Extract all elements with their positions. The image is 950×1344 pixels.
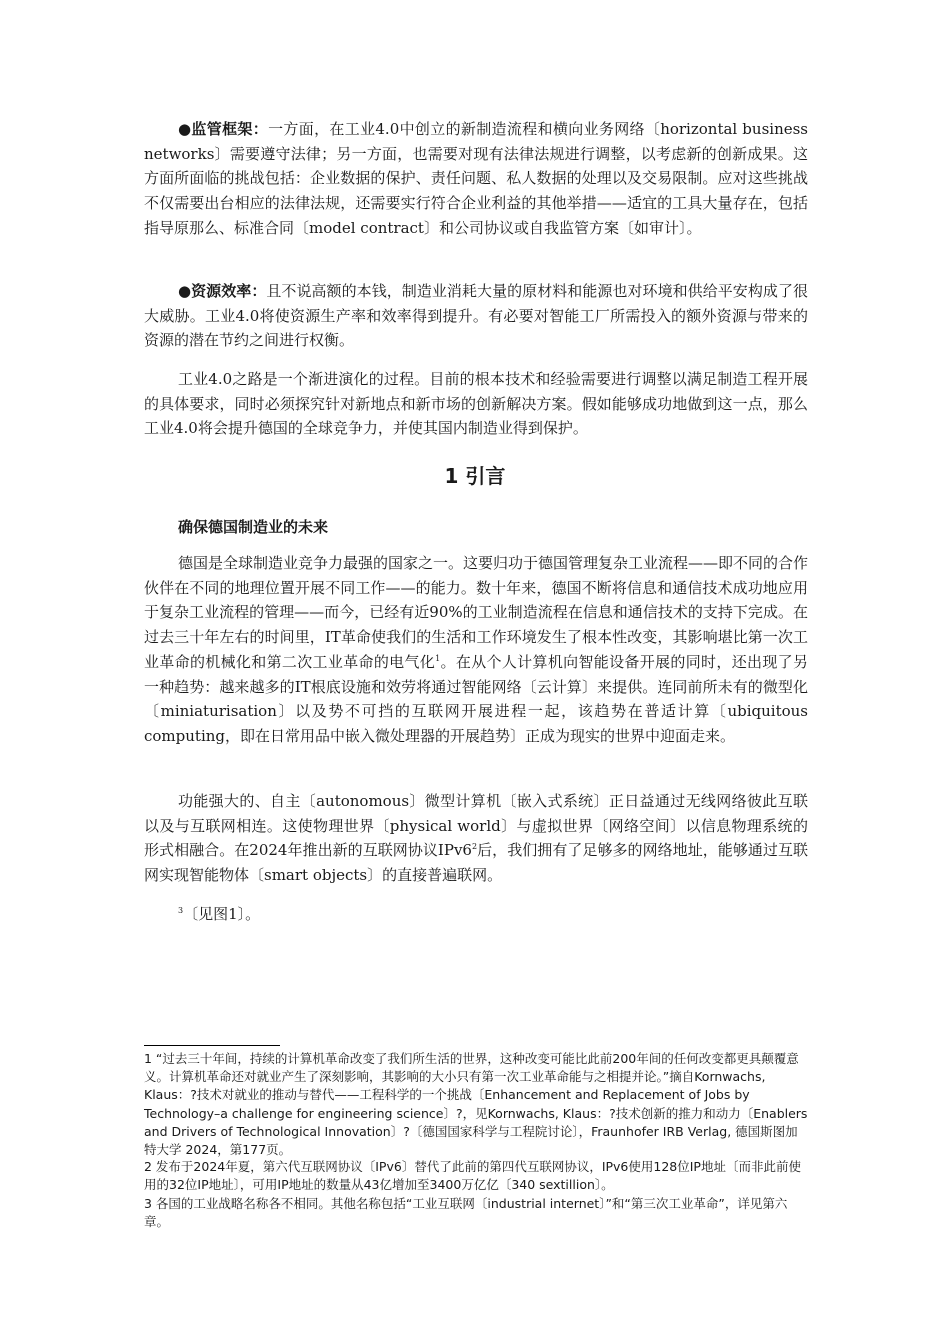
bullet-text: 且不说高额的本钱，制造业消耗大量的原材料和能源也对环境和供给平安构成了很大威胁。工业4.0将使资源生产率和效率得到提升。有必要对智能工厂所需投入的额外资源与带来的资源的潜在节约之间进行权衡。 xyxy=(144,282,808,350)
summary-paragraph: 工业4.0之路是一个渐进演化的过程。目前的根本技术和经验需要进行调整以满足制造工程开展的具体要求，同时必须探究针对新地点和新市场的创新解决方案。假如能够成功地做到这一点，那么工业4.0将会提升德国的全球竞争力，并使其国内制造业得到保护。 xyxy=(144,370,808,438)
intro-paragraph-2: 功能强大的、自主〔autonomous〕微型计算机〔嵌入式系统〕正日益通过无线网络彼此互联以及与互联网相连。这使物理世界〔physical world〕与虚拟世界〔网络空间〕以信息物理系统的形式相融合。在2024年推出新的互联网协议$IPv6^2$后，我们拥有了足够多的网络地址，能够通过互联网实现智能物体〔smart objects〕的直接普遍联网。 xyxy=(144,792,808,885)
footnote-separator xyxy=(144,1045,280,1046)
intro-paragraph-3: $^3$〔见图1〕。 xyxy=(178,905,261,923)
bullet-text: 一方面，在工业4.0中创立的新制造流程和横向业务网络〔horizontal business networks〕需要遵守法律；另一方面，也需要对现有法律法规进行调整，以考虑新的创新成果。这方面所面临的挑战包括：企业数据的保护、责任问题、私人数据的处理以及交易限制。应对这些挑战不仅需要出台相应的法律法规，还需要实行符合企业利益的其他举措——适宜的工具大量存在，包括指导原那么、标准合同〔model contract〕和公司协议或自我监管方案〔如审计〕。 xyxy=(144,120,808,237)
footnote-2: 2 发布于2024年夏，第六代互联网协议〔IPv6〕替代了此前的第四代互联网协议，IPv6使用128位IP地址〔而非此前使用的32位IP地址〕，可用IP地址的数量从43亿增加至3400万亿亿〔340 sextillion〕。 xyxy=(144,1159,801,1193)
bullet-label: ●资源效率： xyxy=(178,282,267,300)
resource-efficiency-bullet xyxy=(144,279,808,353)
subsection-title: 确保德国制造业的未来 xyxy=(178,518,329,536)
regulatory-framework-bullet xyxy=(144,117,808,241)
footnote-ref-2[interactable]: 2 xyxy=(471,842,478,852)
footnote-ref-3[interactable]: 3 xyxy=(178,906,184,915)
footnote-3: 3 各国的工业战略名称各不相同。其他名称包括“工业互联网〔industrial internet〕”和“第三次工业革命”，详见第六章。 xyxy=(144,1196,788,1230)
bullet-label: ●监管框架： xyxy=(178,120,269,138)
footnote-ref-1[interactable]: 1 xyxy=(435,653,441,663)
intro-paragraph-1: 德国是全球制造业竞争力最强的国家之一。这要归功于德国管理复杂工业流程——即不同的合作伙伴在不同的地理位置开展不同工作——的能力。数十年来，德国不断将信息和通信技术成功地应用于复杂工业流程的管理——而今，已经有近90%的工业制造流程在信息和通信技术的支持下完成。在过去三十年左右的时间里，IT革命使我们的生活和工作环境发生了根本性改变，其影响堪比第一次工业革命的机械化和第二次工业革命的电气化$^1$。在从个人计算机向智能设备开展的同时，还出现了另一种趋势：越来越多的IT根底设施和效劳将通过智能网络〔云计算〕来提供。连同前所未有的微型化〔miniaturisation〕以及势不可挡的互联网开展进程一起，该趋势在普适计算〔ubiquitous computing，即在日常用品中嵌入微处理器的开展趋势〕正成为现实的世界中迎面走来。 xyxy=(144,554,809,745)
section-title: 1 引言 xyxy=(444,464,506,488)
footnote-1: 1 “过去三十年间，持续的计算机革命改变了我们所生活的世界，这种改变可能比此前200年间的任何改变都更具颠覆意义。计算机革命还对就业产生了深刻影响，其影响的大小只有第一次工业革命能与之相提并论。”摘自Kornwachs, Klaus：?技术对就业的推动与替代——工程科学的一个挑战〔Enhancement and Replacement of Jobs by Technology–a challenge for engineering science〕?，见Kornwachs, Klaus：?技术创新的推力和动力〔Enablers and Drivers of Technological Innovation〕?〔德国国家科学与工程院讨论〕，Fraunhofer IRB Verlag, 德国斯图加特大学 2024，第177页。 xyxy=(144,1051,808,1158)
